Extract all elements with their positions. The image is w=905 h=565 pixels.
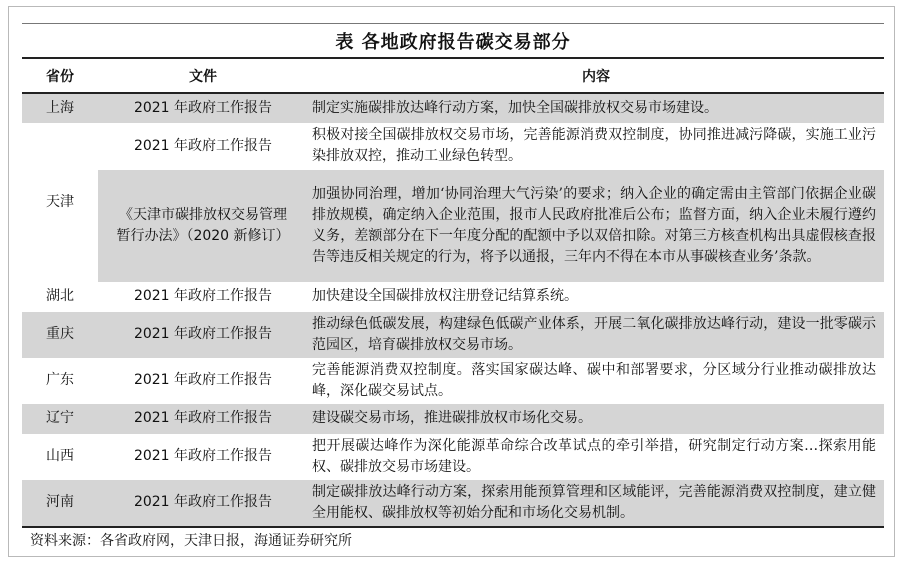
cell-file: 2021 年政府工作报告 (133, 137, 273, 154)
cell-province: 广东 (46, 372, 74, 388)
cell-file: 2021 年政府工作报告 (98, 93, 308, 123)
header-content: 内容 (308, 58, 884, 93)
table-row (22, 404, 884, 434)
cell-file: 2021 年政府工作报告 (133, 372, 273, 388)
carbon-trading-table (22, 57, 884, 526)
header-province: 省份 (22, 58, 98, 93)
cell-province: 辽宁 (22, 404, 98, 434)
cell-file: 2021 年政府工作报告 (133, 448, 273, 464)
table-row (22, 282, 884, 312)
cell-province: 上海 (22, 93, 98, 123)
cell-file: 《天津市碳排放权交易管理暂行办法》（2020 新修订） (98, 170, 308, 282)
cell-file: 2021 年政府工作报告 (98, 404, 308, 434)
header-file: 文件 (98, 58, 308, 93)
table-row (22, 480, 884, 526)
cell-province: 湖北 (46, 288, 74, 304)
table-row (22, 434, 884, 480)
table-row (22, 358, 884, 404)
source-note: 资料来源：各省政府网，天津日报，海通证券研究所 (30, 532, 352, 549)
cell-content: 建设碳交易市场，推进碳排放权市场化交易。 (308, 404, 884, 434)
cell-content: 加强协同治理，增加‘协同治理大气污染’的要求；纳入企业的确定需由主管部门依据企业碳排放规模，确定纳入企业范围，报市人民政府批准后公布；监督方面，纳入企业未履行遵约义务，差额部分在下一年度分配的配额中予以双倍扣除。对第三方核查机构出具虚假核查报告等违反相关规定的行为，将予以通报，三年内不得在本市从事碳核查业务’条款。 (308, 170, 884, 282)
cell-province: 重庆 (22, 312, 98, 358)
table-row (22, 312, 884, 358)
table-row (22, 93, 884, 123)
cell-province: 河南 (22, 480, 98, 526)
table-bottom-rule (22, 526, 884, 528)
cell-content: 积极对接全国碳排放权交易市场，完善能源消费双控制度，协同推进减污降碳，实施工业污染排放双控，推动工业绿色转型。 (312, 127, 876, 164)
cell-content: 加快建设全国碳排放权注册登记结算系统。 (312, 288, 578, 304)
cell-content: 推动绿色低碳发展，构建绿色低碳产业体系，开展二氧化碳排放达峰行动，建设一批零碳示范园区，培育碳排放权交易市场。 (308, 312, 884, 358)
table-row (22, 170, 884, 282)
cell-content: 制定实施碳排放达峰行动方案，加快全国碳排放权交易市场建设。 (308, 93, 884, 123)
cell-content: 制定碳排放达峰行动方案，探索用能预算管理和区域能评，完善能源消费双控制度，建立健全用能权、碳排放权等初始分配和市场化交易机制。 (308, 480, 884, 526)
cell-file: 2021 年政府工作报告 (98, 480, 308, 526)
table-title: 表 各地政府报告碳交易部分 (22, 23, 884, 58)
cell-content: 完善能源消费双控制度。落实国家碳达峰、碳中和部署要求，分区域分行业推动碳排放达峰，深化碳交易试点。 (312, 361, 876, 399)
cell-province: 天津 (46, 193, 74, 210)
cell-file: 2021 年政府工作报告 (98, 312, 308, 358)
cell-file: 2021 年政府工作报告 (133, 288, 273, 304)
cell-content: 把开展碳达峰作为深化能源革命综合改革试点的牵引举措，研究制定行动方案…探索用能权、碳排放交易市场建设。 (312, 437, 876, 475)
cell-province: 山西 (46, 448, 74, 464)
header-row (22, 58, 884, 93)
table-row (22, 123, 884, 170)
